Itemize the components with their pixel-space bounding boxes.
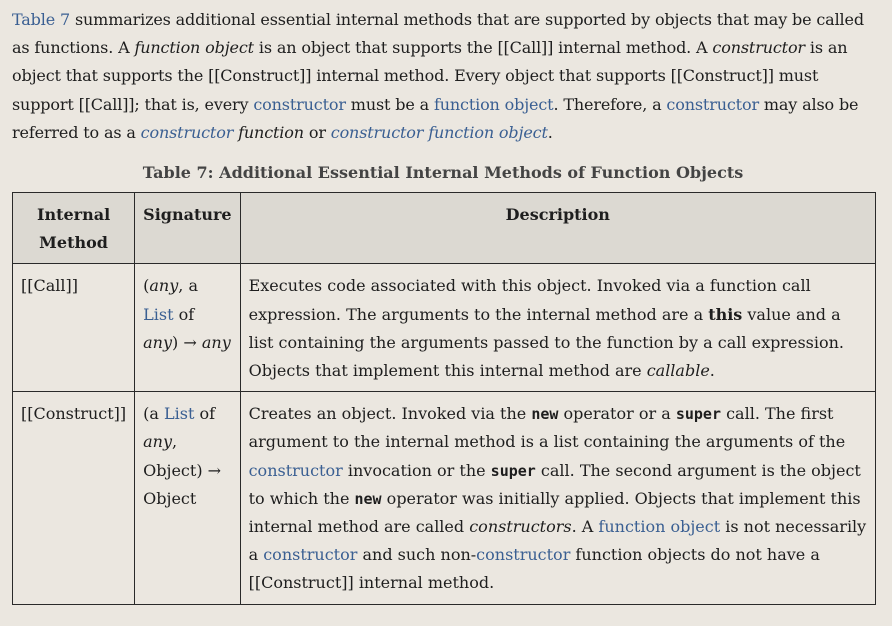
intro-text: is an object that supports the [[Call]] internal method. A: [253, 38, 713, 58]
signature-text: of: [173, 304, 195, 324]
signature-cell: [135, 264, 240, 392]
signature-text: , Object) → Object: [143, 432, 222, 508]
list-link[interactable]: List: [143, 304, 174, 324]
constructors-term: constructors: [469, 517, 572, 537]
description-text: Executes code associated with this object. Invoked via a function call expression. The arguments to the internal method are a: [248, 276, 811, 324]
constructor-link-text: constructor: [140, 122, 234, 142]
header-internal-method: Internal Method: [13, 193, 135, 264]
description-text: function objects do not have a [[Construct]] internal method.: [248, 545, 820, 593]
description-text: operator or a: [558, 404, 676, 424]
intro-text: must be a: [345, 94, 434, 114]
super-keyword: super: [675, 405, 721, 424]
callable-term: callable: [646, 361, 710, 381]
function-object-term: function object: [134, 38, 254, 58]
constructor-link[interactable]: constructor: [248, 460, 343, 480]
method-cell: [[Call]]: [13, 264, 135, 392]
description-cell: [240, 392, 875, 604]
table-row: [13, 264, 876, 392]
signature-text: ) →: [172, 332, 202, 352]
intro-text: .: [547, 122, 553, 142]
constructor-term: constructor: [712, 38, 805, 58]
description-text: value and a list containing the arguments passed to the function by a call expression. Objects that implement this internal method are: [248, 304, 845, 381]
table-7-link[interactable]: Table 7: [12, 10, 71, 29]
signature-text: (a: [143, 404, 165, 424]
this-keyword: this: [708, 304, 743, 324]
super-keyword: super: [490, 461, 536, 480]
signature-type: any: [143, 432, 173, 452]
description-cell: [240, 264, 875, 392]
list-link[interactable]: List: [164, 404, 195, 424]
description-text: is not necessarily a: [248, 517, 867, 565]
header-signature: Signature: [135, 193, 240, 264]
table-header-row: [13, 193, 876, 264]
description-text: and such non-: [357, 545, 477, 565]
constructor-link[interactable]: constructor: [666, 94, 759, 114]
function-object-link[interactable]: function object: [598, 517, 721, 537]
description-text: operator was initially applied. Objects that implement this internal method are called: [248, 488, 861, 537]
new-keyword: new: [531, 405, 559, 424]
new-keyword: new: [354, 489, 382, 508]
function-object-link[interactable]: function object: [433, 94, 554, 114]
constructor-link[interactable]: constructor: [263, 545, 358, 565]
description-text: . A: [571, 517, 599, 537]
method-cell: [[Construct]]: [13, 392, 135, 604]
constructor-link[interactable]: constructor: [476, 545, 571, 565]
constructor-link[interactable]: [141, 123, 234, 142]
signature-cell: [135, 392, 240, 604]
intro-text: is an object that supports the [[Construct]] internal method. Every object that supports [[Construct]] must support [[Call]]; that is, every: [12, 38, 848, 114]
description-text: call. The second argument is the object to which the: [248, 460, 861, 508]
constructor-function-object-link-text: constructor function object: [330, 122, 548, 142]
description-text: .: [709, 361, 715, 381]
signature-text: of: [194, 404, 216, 424]
function-term: function: [238, 122, 304, 142]
description-text: call. The first argument to the internal method is a list containing the arguments of the: [248, 404, 846, 452]
signature-text: , a: [178, 276, 198, 296]
constructor-function-object-link[interactable]: [331, 123, 548, 142]
table-caption: Table 7: Additional Essential Internal Methods of Function Objects: [142, 163, 744, 183]
function-methods-table: [12, 192, 876, 605]
intro-text: may also be referred to as a: [12, 94, 859, 142]
signature-type: any: [149, 276, 179, 296]
intro-paragraph: [12, 6, 874, 147]
signature-type: any: [201, 332, 231, 352]
intro-text: summarizes additional essential internal methods that are supported by objects that may be called as functions. A: [12, 10, 864, 58]
intro-text: . Therefore, a: [553, 94, 667, 114]
description-text: Creates an object. Invoked via the: [248, 404, 532, 424]
header-description: Description: [240, 193, 875, 264]
constructor-link[interactable]: constructor: [253, 94, 346, 114]
intro-text: or: [303, 122, 331, 142]
signature-text: (: [143, 276, 150, 296]
table-row: [13, 392, 876, 604]
description-text: invocation or the: [342, 460, 491, 480]
signature-type: any: [143, 332, 173, 352]
